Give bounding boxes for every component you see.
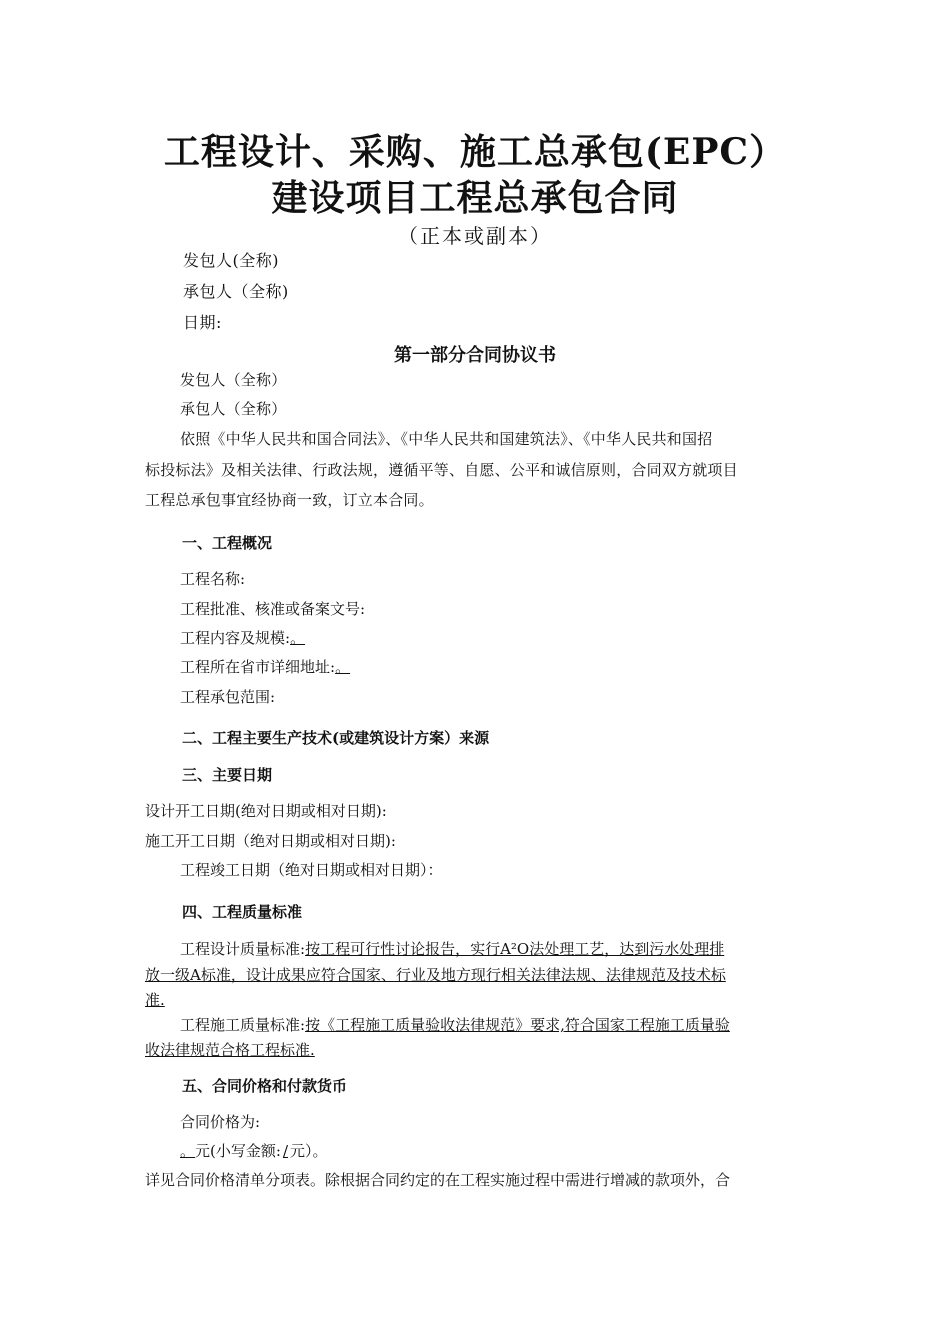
project-address-label: 工程所在省市详细地址: bbox=[180, 658, 336, 676]
part1-contractor: 承包人（全称） bbox=[180, 400, 287, 418]
construction-quality-label: 工程施工质量标准: bbox=[180, 1016, 306, 1034]
contract-price-amount bbox=[180, 1141, 328, 1161]
amount-small: / bbox=[282, 1142, 288, 1160]
part1-employer: 发包人（全称） bbox=[180, 371, 287, 389]
design-quality-line-1 bbox=[180, 939, 724, 959]
project-scale-label: 工程内容及规模: bbox=[180, 629, 291, 647]
section4-heading: 四、工程质量标准 bbox=[182, 903, 303, 921]
project-scale-value: 。 bbox=[290, 629, 306, 647]
completion-date: 工程竣工日期（绝对日期或相对日期）： bbox=[180, 861, 443, 879]
design-start-date: 设计开工日期(绝对日期或相对日期): bbox=[145, 802, 387, 820]
intro-line-2: 标投标法》及相关法律、行政法规，遵循平等、自愿、公平和诚信原则，合同双方就项目 bbox=[145, 461, 738, 479]
contract-price-label: 合同价格为: bbox=[180, 1113, 261, 1131]
design-quality-value-2: 放一级A标准，设计成果应符合国家、行业及地方现行相关法律法规、法律规范及技术标 bbox=[145, 966, 726, 984]
section2-heading: 二、工程主要生产技术(或建筑设计方案）来源 bbox=[182, 729, 490, 747]
project-address bbox=[180, 657, 356, 677]
project-address-value: 。 bbox=[335, 658, 351, 676]
project-name: 工程名称: bbox=[180, 570, 246, 588]
part1-heading: 第一部分合同协议书 bbox=[394, 345, 556, 366]
amount-end: 元）。 bbox=[290, 1142, 328, 1160]
section3-heading: 三、主要日期 bbox=[182, 766, 273, 784]
construction-start-date: 施工开工日期（绝对日期或相对日期): bbox=[145, 832, 396, 850]
design-quality-value-1: 按工程可行性讨论报告，实行A²O法处理工艺，达到污水处理排 bbox=[305, 940, 725, 958]
cover-date: 日期: bbox=[183, 313, 222, 332]
section5-heading: 五、合同价格和付款货币 bbox=[182, 1077, 348, 1095]
section1-heading: 一、工程概况 bbox=[182, 534, 273, 552]
contract-title-line1: 工程设计、采购、施工总承包(EPC） bbox=[163, 131, 787, 173]
copy-type-subtitle: （正本或副本） bbox=[398, 224, 552, 248]
price-detail-line: 详见合同价格清单分项表。除根据合同约定的在工程实施过程中需进行增减的款项外，合 bbox=[145, 1171, 731, 1189]
design-quality-value-3: 准. bbox=[145, 991, 165, 1009]
amount-blank: 。 bbox=[180, 1142, 196, 1160]
contract-title-line2: 建设项目工程总承包合同 bbox=[271, 177, 679, 219]
construction-quality-value-1: 按《工程施工质量验收法律规范》要求,符合国家工程施工质量验 bbox=[305, 1016, 730, 1034]
amount-unit: 元(小写金额: bbox=[195, 1142, 281, 1160]
project-approval-number: 工程批准、核准或备案文号: bbox=[180, 600, 366, 618]
cover-employer: 发包人(全称) bbox=[183, 251, 279, 270]
design-quality-label: 工程设计质量标准: bbox=[180, 940, 306, 958]
project-scope: 工程承包范围: bbox=[180, 688, 276, 706]
construction-quality-line-1 bbox=[180, 1015, 730, 1035]
construction-quality-value-2: 收法律规范合格工程标准. bbox=[145, 1041, 315, 1059]
cover-contractor: 承包人（全称) bbox=[183, 282, 289, 301]
intro-line-1: 依照《中华人民共和国合同法》、《中华人民共和国建筑法》、《中华人民共和国招 bbox=[180, 430, 713, 448]
project-scale bbox=[180, 628, 311, 648]
intro-line-3: 工程总承包事宜经协商一致，订立本合同。 bbox=[145, 491, 434, 509]
